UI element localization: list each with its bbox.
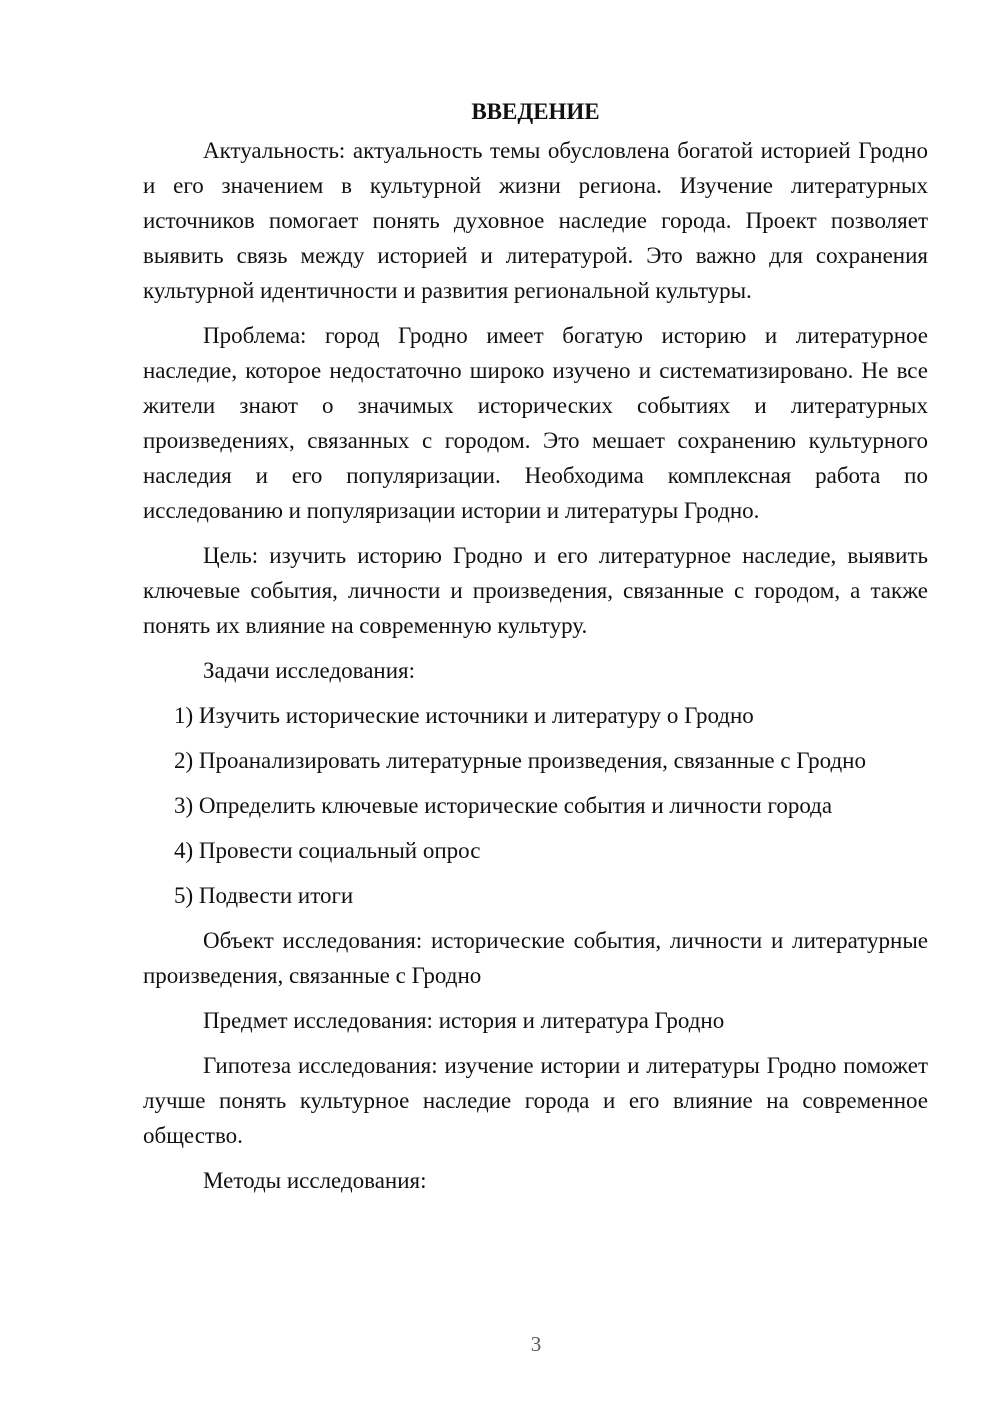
goal-paragraph: Цель: изучить историю Гродно и его литературное наследие, выявить ключевые события, личности и произведения, связанные с городом, а также понять их влияние на современную культуру. — [143, 543, 928, 638]
page-number: 3 — [530, 1332, 542, 1356]
subject-paragraph: Предмет исследования: история и литература Гродно — [203, 1008, 725, 1033]
section-title: ВВЕДЕНИЕ — [471, 99, 600, 124]
task-item-5: 5) Подвести итоги — [174, 883, 354, 908]
task-item-4: 4) Провести социальный опрос — [174, 838, 481, 863]
task-item-1: 1) Изучить исторические источники и литературу о Гродно — [174, 703, 754, 728]
problem-paragraph: Проблема: город Гродно имеет богатую историю и литературное наследие, которое недостаточно широко изучено и систематизировано. Не все жители знают о значимых исторических событиях и литературных произведениях, связанных с городом. Это мешает сохранению культурного наследия и его популяризации. Необходима комплексная работа по исследованию и популяризации истории и литературы Гродно. — [143, 323, 928, 523]
object-paragraph: Объект исследования: исторические события, личности и литературные произведения, связанные с Гродно — [143, 928, 928, 988]
task-item-2: 2) Проанализировать литературные произведения, связанные с Гродно — [174, 748, 866, 773]
methods-heading: Методы исследования: — [203, 1168, 427, 1193]
hypothesis-paragraph: Гипотеза исследования: изучение истории и литературы Гродно поможет лучше понять культурное наследие города и его влияние на современное общество. — [143, 1053, 928, 1148]
task-item-3: 3) Определить ключевые исторические события и личности города — [174, 793, 833, 818]
relevance-paragraph: Актуальность: актуальность темы обусловлена богатой историей Гродно и его значением в культурной жизни региона. Изучение литературных источников помогает понять духовное наследие города. Проект позволяет выявить связь между историей и литературой. Это важно для сохранения культурной идентичности и развития региональной культуры. — [143, 138, 928, 303]
document-page — [143, 94, 928, 1208]
tasks-heading: Задачи исследования: — [203, 658, 416, 683]
